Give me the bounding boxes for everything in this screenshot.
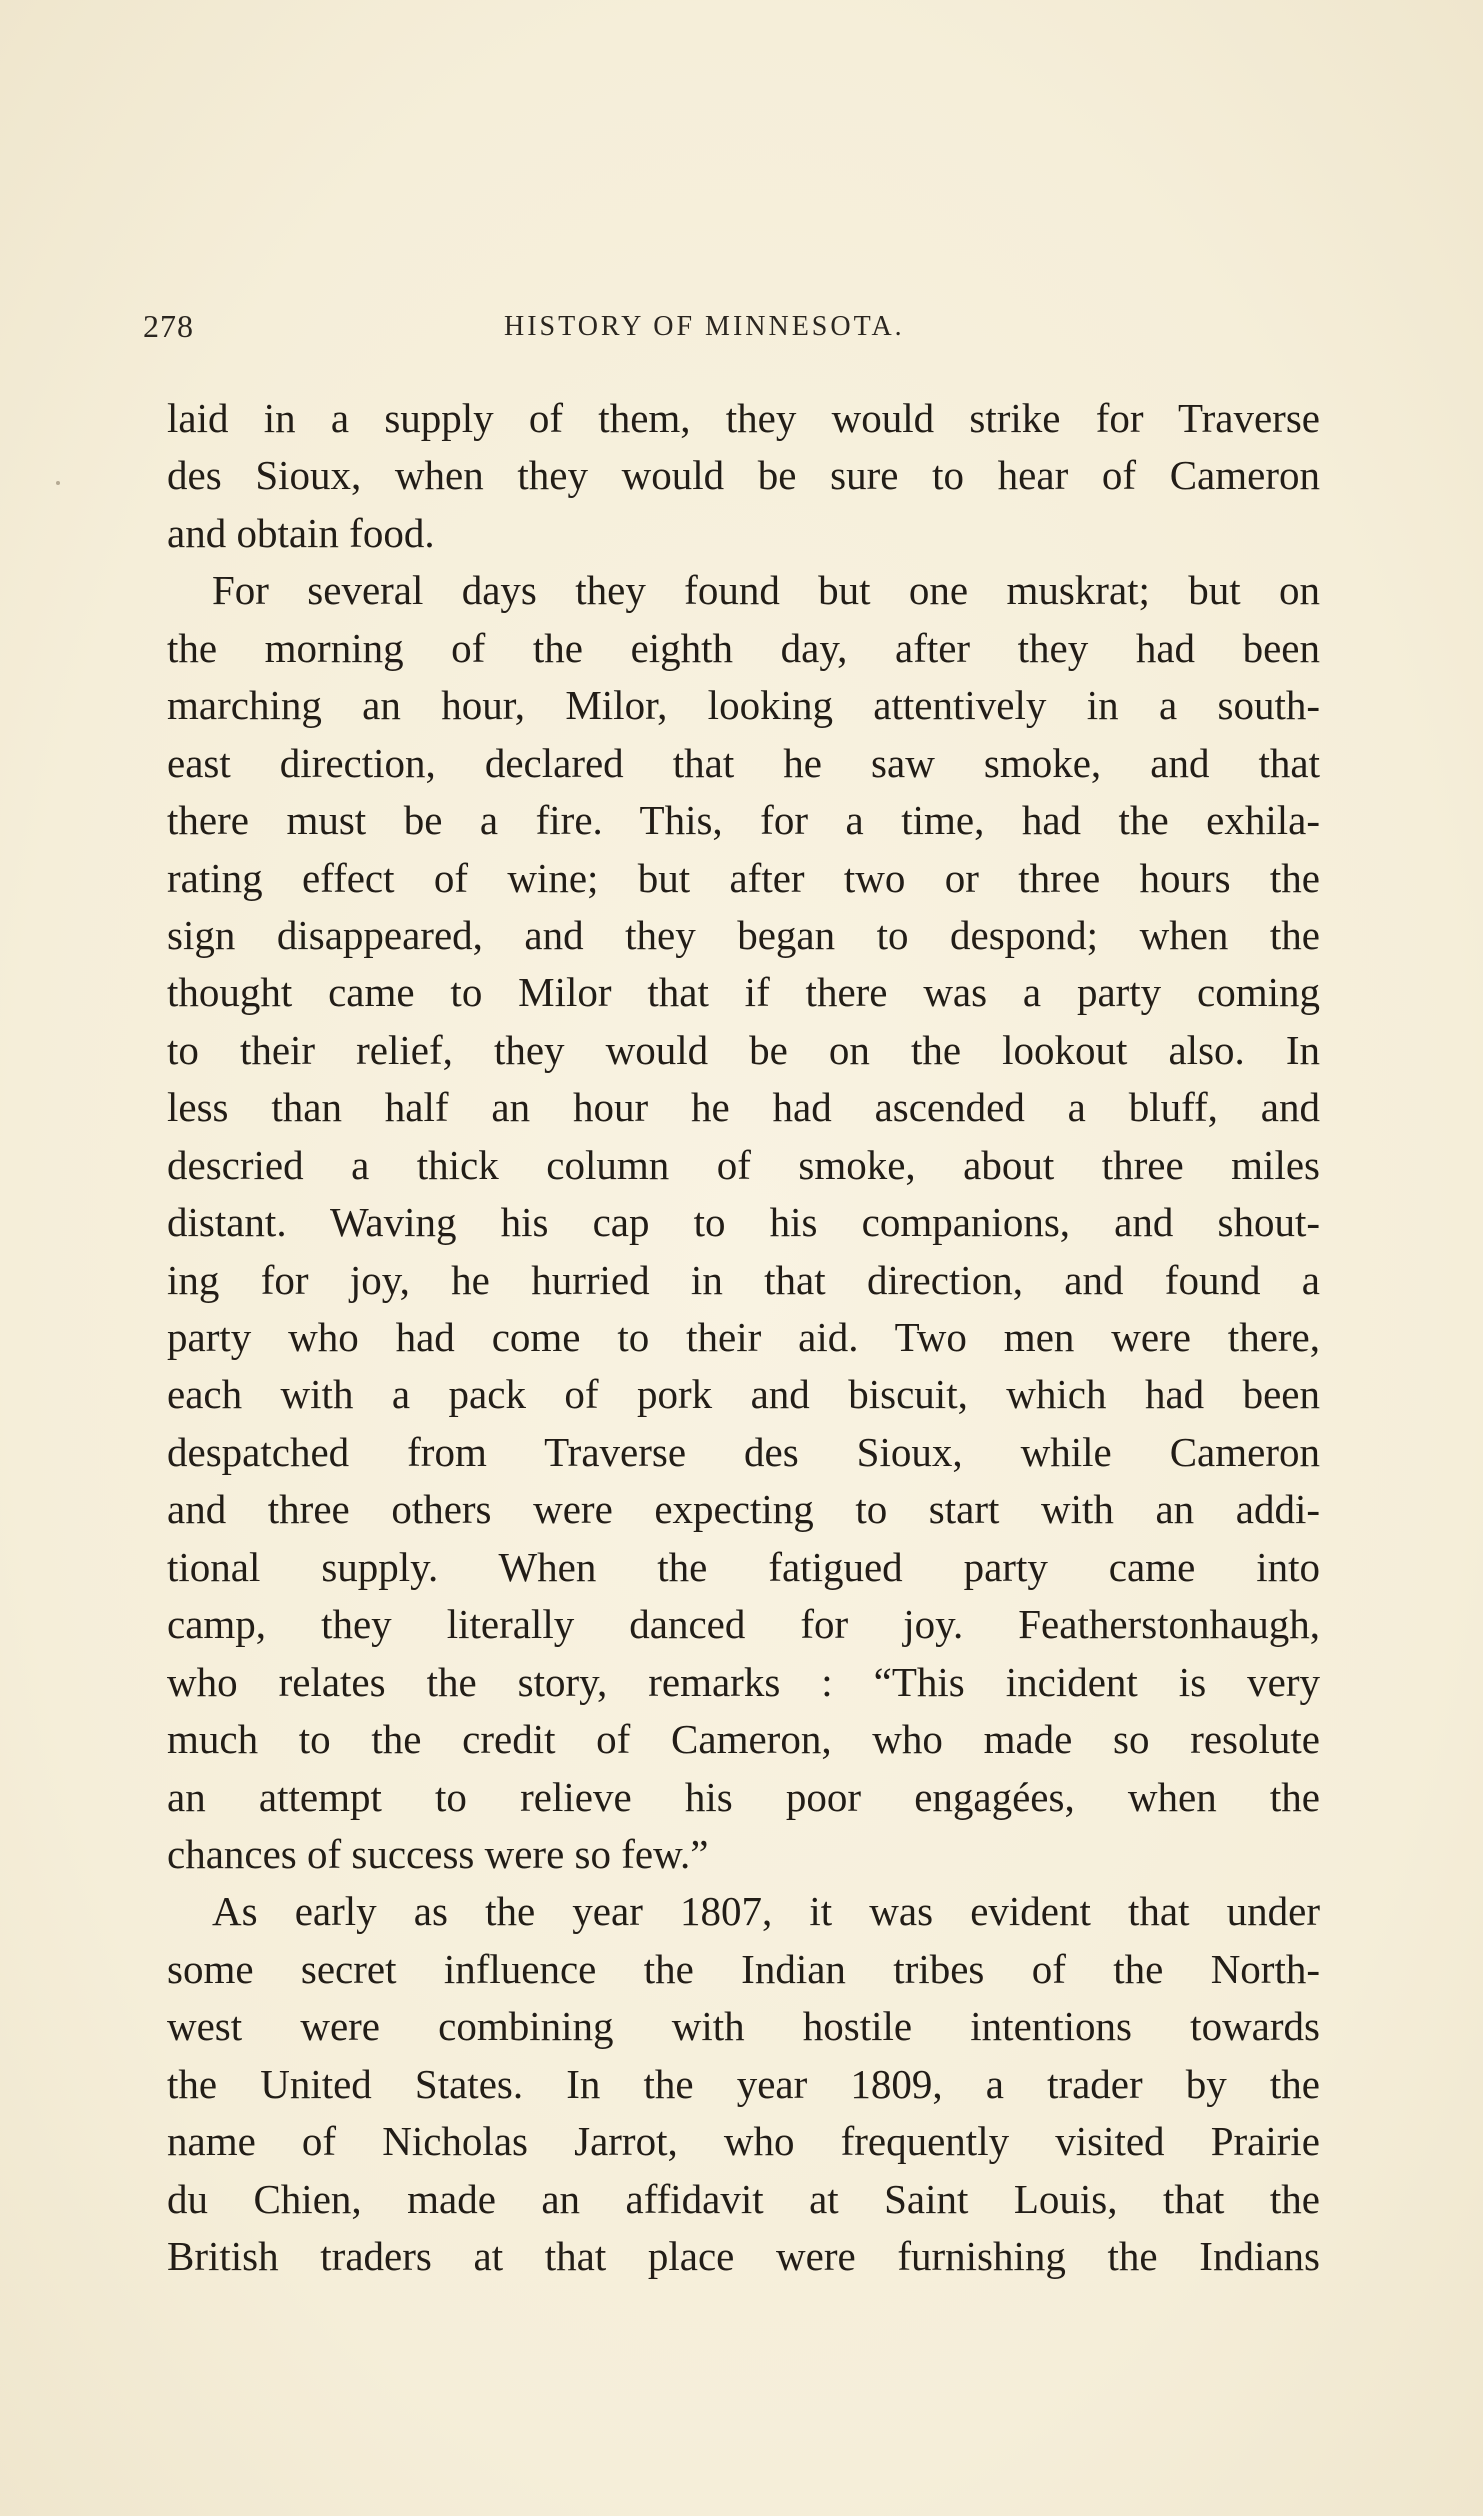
text-line: party who had come to their aid. Two men were there, xyxy=(167,1314,1320,1360)
text-line: laid in a supply of them, they would strike for Traverse xyxy=(167,395,1320,441)
text-line: to their relief, they would be on the lookout also. In xyxy=(167,1026,1320,1073)
text-line: tional supply. When the fatigued party came into xyxy=(167,1543,1320,1590)
text-line: name of Nicholas Jarrot, who frequently visited Prairie xyxy=(167,2118,1320,2165)
text-line: thought came to Milor that if there was a party coming xyxy=(167,969,1320,1016)
text-line: the morning of the eighth day, after they had been xyxy=(167,624,1320,671)
text-line: For several days they found but one muskrat; but on xyxy=(212,567,1320,614)
text-line: some secret influence the Indian tribes of the North- xyxy=(167,1945,1320,1992)
text-line: there must be a fire. This, for a time, had the exhila- xyxy=(167,797,1320,844)
text-line: descried a thick column of smoke, about three miles xyxy=(167,1141,1320,1188)
paper-speck xyxy=(56,481,60,485)
text-line: des Sioux, when they would be sure to hear of Cameron xyxy=(167,452,1320,499)
text-line: British traders at that place were furnishing the Indians xyxy=(167,2233,1320,2279)
text-line: ing for joy, he hurried in that direction, and found a xyxy=(167,1256,1320,1303)
text-line: rating effect of wine; but after two or three hours the xyxy=(167,854,1320,901)
text-line: sign disappeared, and they began to despond; when the xyxy=(167,911,1320,958)
text-line: As early as the year 1807, it was evident that under xyxy=(212,1888,1320,1935)
running-head: HISTORY OF MINNESOTA. xyxy=(504,311,905,342)
page-number: 278 xyxy=(143,308,194,344)
text-line: each with a pack of pork and biscuit, which had been xyxy=(167,1371,1320,1418)
page-header xyxy=(143,308,1343,358)
body-text xyxy=(167,390,1320,2285)
text-line: an attempt to relieve his poor engagées, when the xyxy=(167,1773,1320,1820)
text-line: camp, they literally danced for joy. Featherstonhaugh, xyxy=(167,1601,1320,1648)
text-line: du Chien, made an affidavit at Saint Louis, that the xyxy=(167,2175,1320,2222)
text-line: and three others were expecting to start with an addi- xyxy=(167,1486,1320,1533)
text-line: chances of success were so few.” xyxy=(167,1830,709,1877)
text-line: the United States. In the year 1809, a trader by the xyxy=(167,2060,1320,2107)
text-line: distant. Waving his cap to his companions, and shout- xyxy=(167,1199,1320,1246)
text-line: less than half an hour he had ascended a bluff, and xyxy=(167,1084,1320,1131)
text-line: marching an hour, Milor, looking attentively in a south- xyxy=(167,682,1320,729)
text-line: despatched from Traverse des Sioux, while Cameron xyxy=(167,1428,1320,1475)
text-line: east direction, declared that he saw smoke, and that xyxy=(167,739,1320,786)
text-line: who relates the story, remarks : “This incident is very xyxy=(167,1658,1320,1705)
text-line: much to the credit of Cameron, who made so resolute xyxy=(167,1716,1320,1763)
text-line: west were combining with hostile intentions towards xyxy=(167,2003,1320,2050)
text-line: and obtain food. xyxy=(167,509,435,556)
